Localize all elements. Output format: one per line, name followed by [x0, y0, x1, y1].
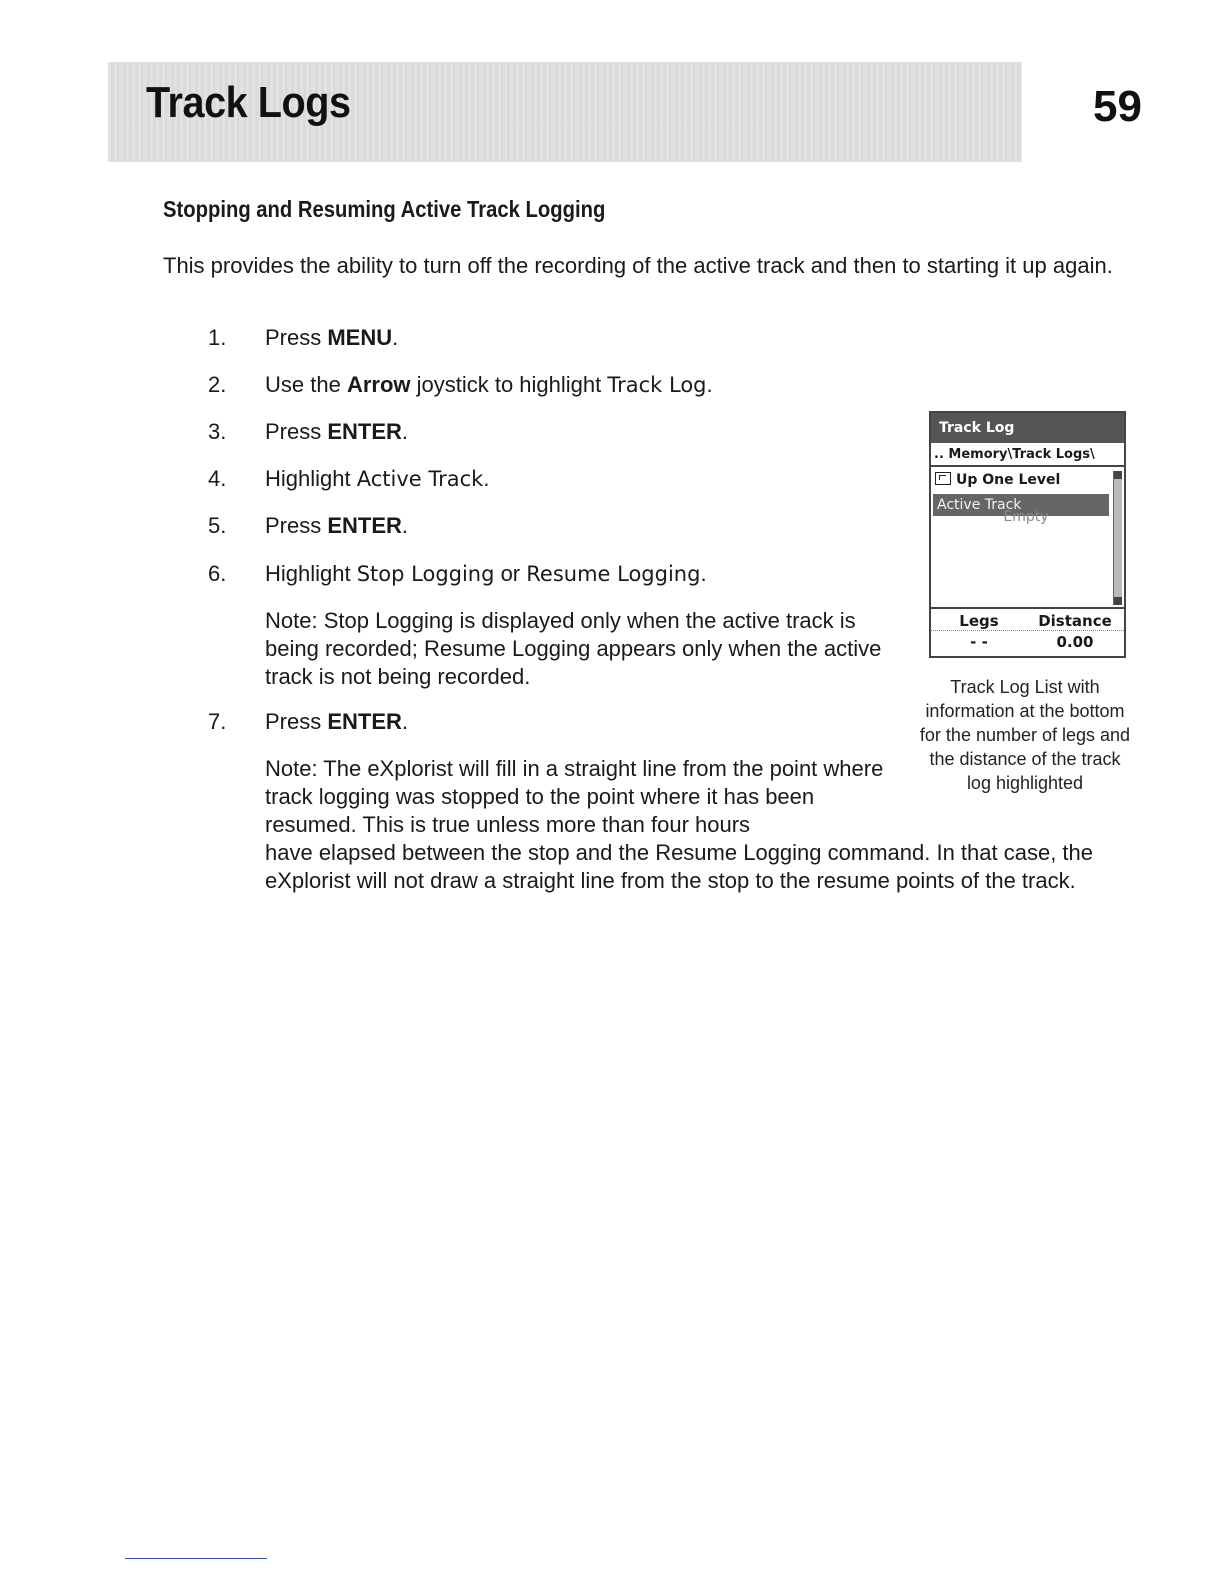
- step-number: 4.: [208, 466, 227, 491]
- note-text: have elapsed between the stop and the Resume Logging command. In that case, the eXplorist will not draw a straight line from the stop to the resume points of the track.: [265, 840, 1093, 893]
- figure-caption: Track Log List with information at the bottom for the number of legs and the distance of the track log highlighted: [919, 677, 1131, 793]
- device-path: .. Memory\Track Logs\: [931, 443, 1124, 467]
- chapter-title: Track Logs: [146, 78, 351, 127]
- step-number: 7.: [208, 709, 227, 734]
- step-number: 1.: [208, 325, 227, 350]
- divider: [931, 630, 1124, 631]
- step-5: Press ENTER.: [265, 513, 409, 538]
- distance-header: Distance: [1038, 612, 1112, 630]
- step-7: Press ENTER.: [265, 709, 409, 734]
- step-4: Highlight Active Track.: [265, 466, 490, 491]
- device-list: [931, 469, 1111, 605]
- empty-label: Empty: [1003, 509, 1049, 525]
- device-screen-figure: [929, 411, 1126, 658]
- note-text: Note: The eXplorist will fill in a straight line from the point where track logging was stopped to the point where it has been resumed. This is true unless more than four hours: [265, 756, 884, 837]
- section-heading: Stopping and Resuming Active Track Logging: [163, 196, 606, 222]
- step-number: 6.: [208, 561, 227, 586]
- step-number: 5.: [208, 513, 227, 538]
- device-title-bar: Track Log: [931, 413, 1124, 443]
- step-number: 3.: [208, 419, 227, 444]
- step-6: Highlight Stop Logging or Resume Logging.: [265, 561, 707, 586]
- note-stop-logging: Note: Stop Logging is displayed only when the active track is being recorded; Resume Logging appears only when the active track is not being recorded.: [265, 608, 882, 689]
- device-info-panel: [931, 607, 1124, 658]
- folder-up-icon: [935, 472, 951, 485]
- legs-header: Legs: [959, 612, 999, 630]
- distance-value: 0.00: [1056, 633, 1094, 651]
- step-1: Press MENU.: [265, 325, 399, 350]
- legs-value: - -: [970, 633, 988, 651]
- step-3: Press ENTER.: [265, 419, 409, 444]
- step-number: 2.: [208, 372, 227, 397]
- page-number: 59: [1093, 82, 1142, 131]
- intro-paragraph: This provides the ability to turn off the recording of the active track and then to starting it up again.: [163, 253, 1113, 278]
- footer-rule: [125, 1558, 267, 1559]
- up-one-level-item: Up One Level: [935, 472, 1060, 488]
- step-2: Use the Arrow joystick to highlight Track Log.: [265, 372, 713, 397]
- scrollbar: [1113, 471, 1122, 605]
- active-track-item: Active Track: [933, 494, 1109, 516]
